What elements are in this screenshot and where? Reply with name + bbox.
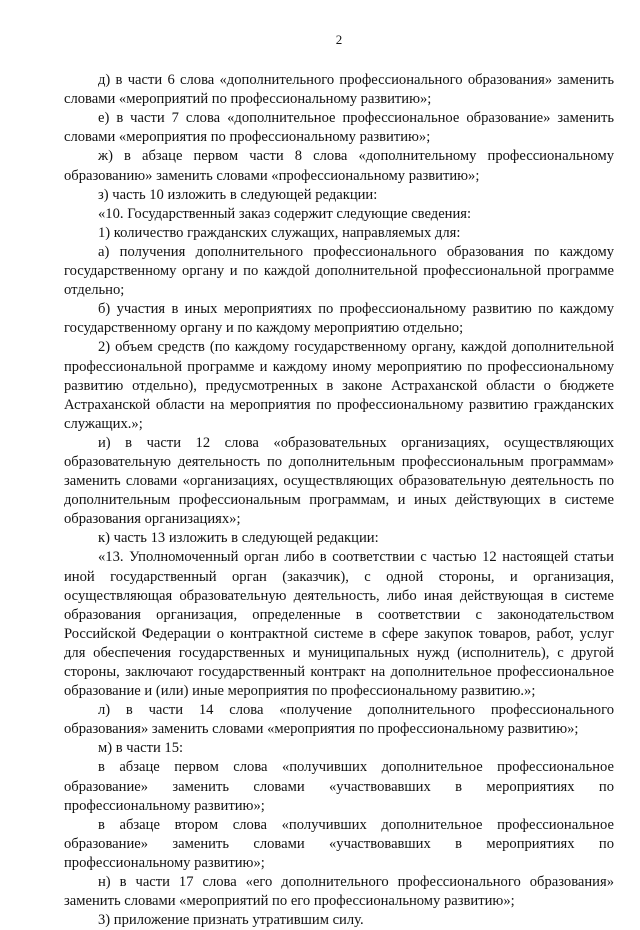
paragraph-e: е) в части 7 слова «дополнительное профессиональное образование» заменить словами «мероприятия по профессиональному развитию»; — [64, 110, 614, 146]
paragraph-m-second: в абзаце втором слова «получивших дополнительное профессиональное образование» заменить словами «участвовавших в мероприятиях по профессиональному развитию»; — [64, 816, 614, 871]
paragraph-z: з) часть 10 изложить в следующей редакции: — [98, 186, 378, 203]
paragraph-d: д) в части 6 слова «дополнительного профессионального образования» заменить словами «мероприятий по профессиональному развитию»; — [64, 72, 614, 108]
paragraph-n: н) в части 17 слова «его дополнительного профессионального образования» заменить словами «мероприятий по его профессиональному развитию»; — [64, 874, 614, 910]
paragraph-m: м) в части 15: — [98, 740, 184, 757]
paragraph-item-1b: б) участия в иных мероприятиях по профессиональному развитию по каждому государственному органу и по каждому мероприятию отдельно; — [64, 301, 614, 337]
paragraph-part-10: «10. Государственный заказ содержит следующие сведения: — [98, 205, 472, 222]
page-number: 2 — [335, 32, 343, 47]
paragraph-item-1a: а) получения дополнительного профессионального образования по каждому государственному органу и по каждой дополнительной профессиональной программе отдельно; — [64, 243, 614, 299]
paragraph-i: и) в части 12 слова «образовательных организациях, осуществляющих образовательную деятельность по дополнительным профессиональным программам» заменить словами «организациях, осуществляющих образовательную деятельность по дополнительным профессиональным программам, и иных действующих в системе образования организациях»; — [64, 434, 614, 528]
paragraph-part-13: «13. Уполномоченный орган либо в соответствии с частью 12 настоящей статьи иной государственный орган (заказчик), с одной стороны, и организация, осуществляющая образовательную деятельность, либо иная действующая в системе образования организация, определенные в соответствии с законодательством Российской Федерации о контрактной системе в сфере закупок товаров, работ, услуг для обеспечения государственных и муниципальных нужд (исполнитель), с другой стороны, заключают государственный контракт на дополнительное профессиональное образование и (или) иные мероприятия по профессиональному развитию.»; — [64, 549, 614, 700]
paragraph-m-first: в абзаце первом слова «получивших дополнительное профессиональное образование» заменить словами «участвовавших в мероприятиях по профессиональному развитию»; — [64, 759, 614, 814]
paragraph-item-2: 2) объем средств (по каждому государственному органу, каждой дополнительной профессиональной программе и каждому иному мероприятию по профессиональному развитию отдельно), предусмотренных в законе Астраханской области о бюджете Астраханской области на мероприятия по профессиональному развитию гражданских служащих.»; — [64, 339, 614, 432]
paragraph-item-3: 3) приложение признать утратившим силу. — [98, 912, 364, 929]
paragraph-k: к) часть 13 изложить в следующей редакции: — [98, 530, 379, 547]
paragraph-zh: ж) в абзаце первом части 8 слова «дополнительному профессиональному образованию» заменить словами «профессиональному развитию»; — [64, 148, 614, 184]
paragraph-l: л) в части 14 слова «получение дополнительного профессионального образования» заменить словами «мероприятия по профессиональному развитию»; — [64, 702, 614, 738]
paragraph-item-1: 1) количество гражданских служащих, направляемых для: — [98, 224, 461, 241]
document-page — [64, 30, 614, 930]
